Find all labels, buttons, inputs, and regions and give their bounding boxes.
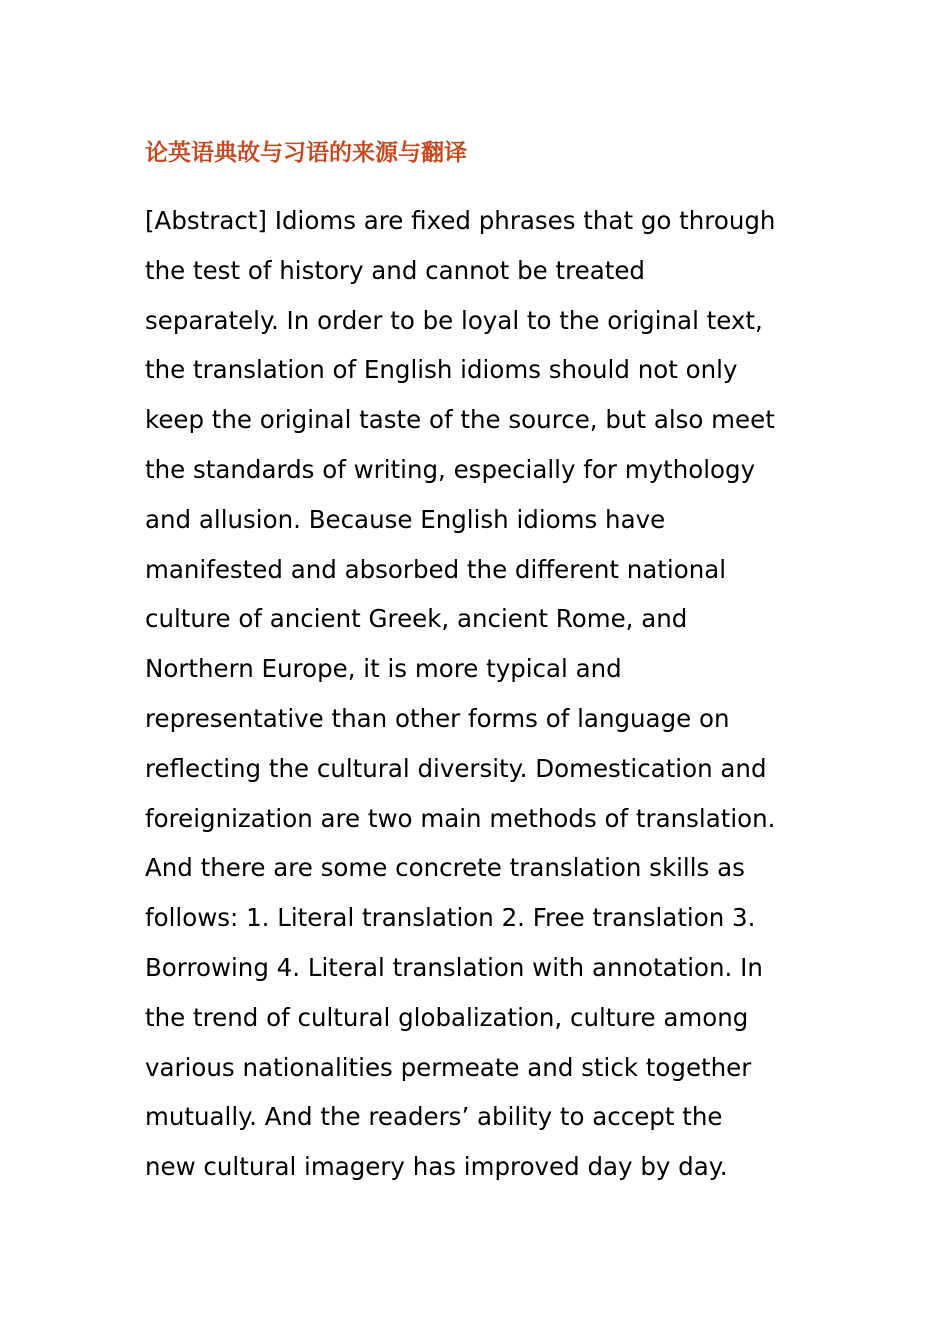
abstract-line: the test of history and cannot be treated	[145, 255, 645, 285]
abstract-line: representative than other forms of language on	[145, 703, 730, 733]
document-title: 论英语典故与习语的来源与翻译	[145, 139, 467, 166]
abstract-line: separately. In order to be loyal to the original text,	[145, 305, 763, 335]
abstract-line: and allusion. Because English idioms have	[145, 504, 666, 534]
abstract-line: [Abstract] Idioms are fixed phrases that go through	[145, 206, 776, 235]
abstract-line: foreignization are two main methods of translation.	[145, 803, 776, 833]
abstract-line: the standards of writing, especially for mythology	[145, 454, 756, 484]
abstract-line: manifested and absorbed the different national	[145, 554, 727, 584]
abstract-line: Northern Europe, it is more typical and	[145, 654, 622, 684]
abstract-line: new cultural imagery has improved day by day.	[145, 1152, 728, 1182]
abstract-line: culture of ancient Greek, ancient Rome, and	[145, 604, 688, 634]
abstract-line: mutually. And the readers’ ability to accept the	[145, 1102, 723, 1132]
abstract-line: various nationalities permeate and stick together	[145, 1052, 752, 1082]
abstract-paragraph	[145, 196, 825, 1192]
abstract-line: the translation of English idioms should not only	[145, 355, 738, 385]
abstract-line: follows: 1. Literal translation 2. Free translation 3.	[145, 903, 756, 933]
abstract-line: And there are some concrete translation skills as	[145, 853, 745, 883]
abstract-line: keep the original taste of the source, but also meet	[145, 405, 775, 435]
abstract-line: the trend of cultural globalization, culture among	[145, 1002, 749, 1032]
abstract-line: Borrowing 4. Literal translation with annotation. In	[145, 952, 763, 982]
abstract-line: reflecting the cultural diversity. Domestication and	[145, 753, 767, 783]
